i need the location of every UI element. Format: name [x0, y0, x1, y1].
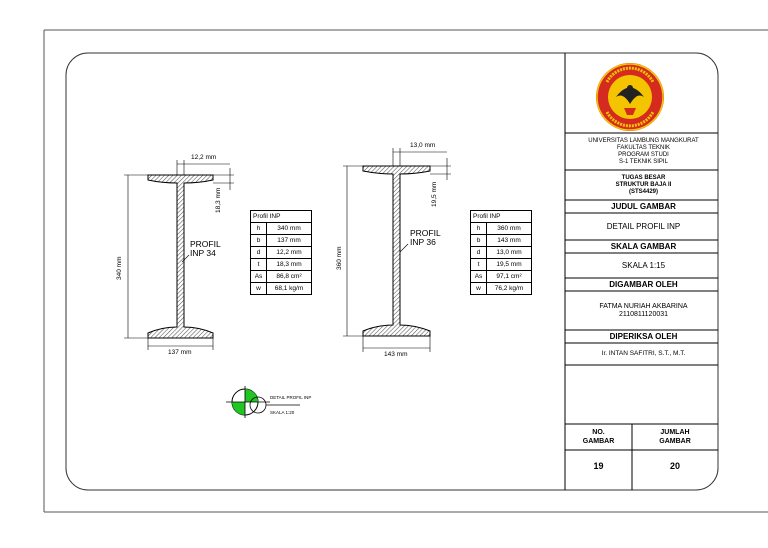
web-thickness-36: 19,5 mm [431, 181, 438, 207]
jumlah-line2: GAMBAR [659, 438, 691, 445]
digambar-nim: 2110811120031 [618, 311, 669, 318]
profile-table-36 [470, 210, 532, 295]
table-value: 97,1 cm² [487, 271, 532, 283]
profile-label-34 [190, 240, 221, 258]
table-row [471, 223, 532, 235]
table-value: 12,2 mm [267, 247, 312, 259]
diperiksa-header: DIPERIKSA OLEH [609, 332, 678, 341]
table-row [471, 235, 532, 247]
no-gambar-value: 19 [593, 461, 604, 471]
i-beam-inp-36 [363, 166, 430, 336]
table-value: 360 mm [487, 223, 532, 235]
university-name: UNIVERSITAS LAMBUNG MANGKURAT [588, 138, 699, 144]
assignment-code: (STS4429) [628, 189, 658, 195]
assignment-line2: STRUKTUR BAJA II [615, 182, 672, 188]
assignment-line1: TUGAS BESAR [621, 175, 666, 181]
table-row [251, 247, 312, 259]
web-thickness-34: 18,3 mm [215, 187, 222, 213]
institution-block [565, 138, 722, 166]
table-row [251, 223, 312, 235]
no-gambar-header [565, 428, 632, 446]
table-value: 340 mm [267, 223, 312, 235]
jumlah-gambar-value: 20 [669, 461, 680, 471]
flange-thickness-36: 13,0 mm [410, 142, 436, 149]
program-name: PROGRAM STUDI [618, 152, 669, 158]
table-key: w [251, 283, 267, 295]
table-key: t [471, 259, 487, 271]
university-logo [596, 63, 664, 131]
table-key: b [251, 235, 267, 247]
no-gambar-line1: NO. [592, 429, 605, 436]
height-dim-36: 360 mm [336, 246, 343, 270]
table-value: 19,5 mm [487, 259, 532, 271]
detail-marker-scale: SKALA 1:20 [270, 410, 295, 415]
height-dim-34: 340 mm [116, 256, 123, 280]
table-row [251, 271, 312, 283]
width-dim-36: 143 mm [384, 351, 408, 358]
profile-label-36 [410, 229, 441, 247]
detail-marker-title: DETAIL PROFIL INP [270, 395, 312, 400]
table-value: 18,3 mm [267, 259, 312, 271]
assignment-block [565, 175, 722, 196]
table-value: 13,0 mm [487, 247, 532, 259]
table-row [471, 271, 532, 283]
table-value: 86,8 cm² [267, 271, 312, 283]
digambar-header: DIGAMBAR OLEH [609, 280, 678, 289]
table-value: 137 mm [267, 235, 312, 247]
table-key: As [251, 271, 267, 283]
table-key: d [471, 247, 487, 259]
skala-header: SKALA GAMBAR [610, 242, 677, 251]
judul-value: DETAIL PROFIL INP [606, 222, 681, 231]
table-value: 76,2 kg/m [487, 283, 532, 295]
diperiksa-name: Ir. INTAN SAFITRI, S.T., M.T. [601, 350, 686, 357]
table-key: h [471, 223, 487, 235]
table-key: t [251, 259, 267, 271]
table-key: w [471, 283, 487, 295]
skala-value: SKALA 1:15 [621, 261, 666, 270]
jumlah-gambar-header [632, 428, 718, 446]
jumlah-line1: JUMLAH [660, 429, 690, 436]
table-key: b [471, 235, 487, 247]
table-row [471, 247, 532, 259]
profile-label-36-line2: INP 36 [410, 237, 436, 247]
digambar-name: FATMA NURIAH AKBARINA [599, 303, 688, 310]
table-row [471, 283, 532, 295]
table-row [251, 259, 312, 271]
table-key: As [471, 271, 487, 283]
profile-label-34-line2: INP 34 [190, 248, 216, 258]
table-title: Profil INP [251, 211, 312, 223]
table-row [471, 259, 532, 271]
profile-label-36-line1: PROFIL [410, 228, 441, 238]
judul-header: JUDUL GAMBAR [611, 202, 676, 211]
table-value: 143 mm [487, 235, 532, 247]
table-key: d [251, 247, 267, 259]
no-gambar-line2: GAMBAR [582, 438, 615, 445]
table-value: 68,1 kg/m [267, 283, 312, 295]
digambar-block [565, 303, 722, 319]
table-row [251, 235, 312, 247]
profile-table-34 [250, 210, 312, 295]
table-key: h [251, 223, 267, 235]
flange-thickness-34: 12,2 mm [191, 154, 217, 161]
table-title: Profil INP [471, 211, 532, 223]
table-row [251, 283, 312, 295]
faculty-name: FAKULTAS TEKNIK [616, 145, 670, 151]
width-dim-34: 137 mm [168, 349, 192, 356]
profile-label-34-line1: PROFIL [190, 239, 221, 249]
department-name: S-1 TEKNIK SIPIL [619, 159, 668, 165]
